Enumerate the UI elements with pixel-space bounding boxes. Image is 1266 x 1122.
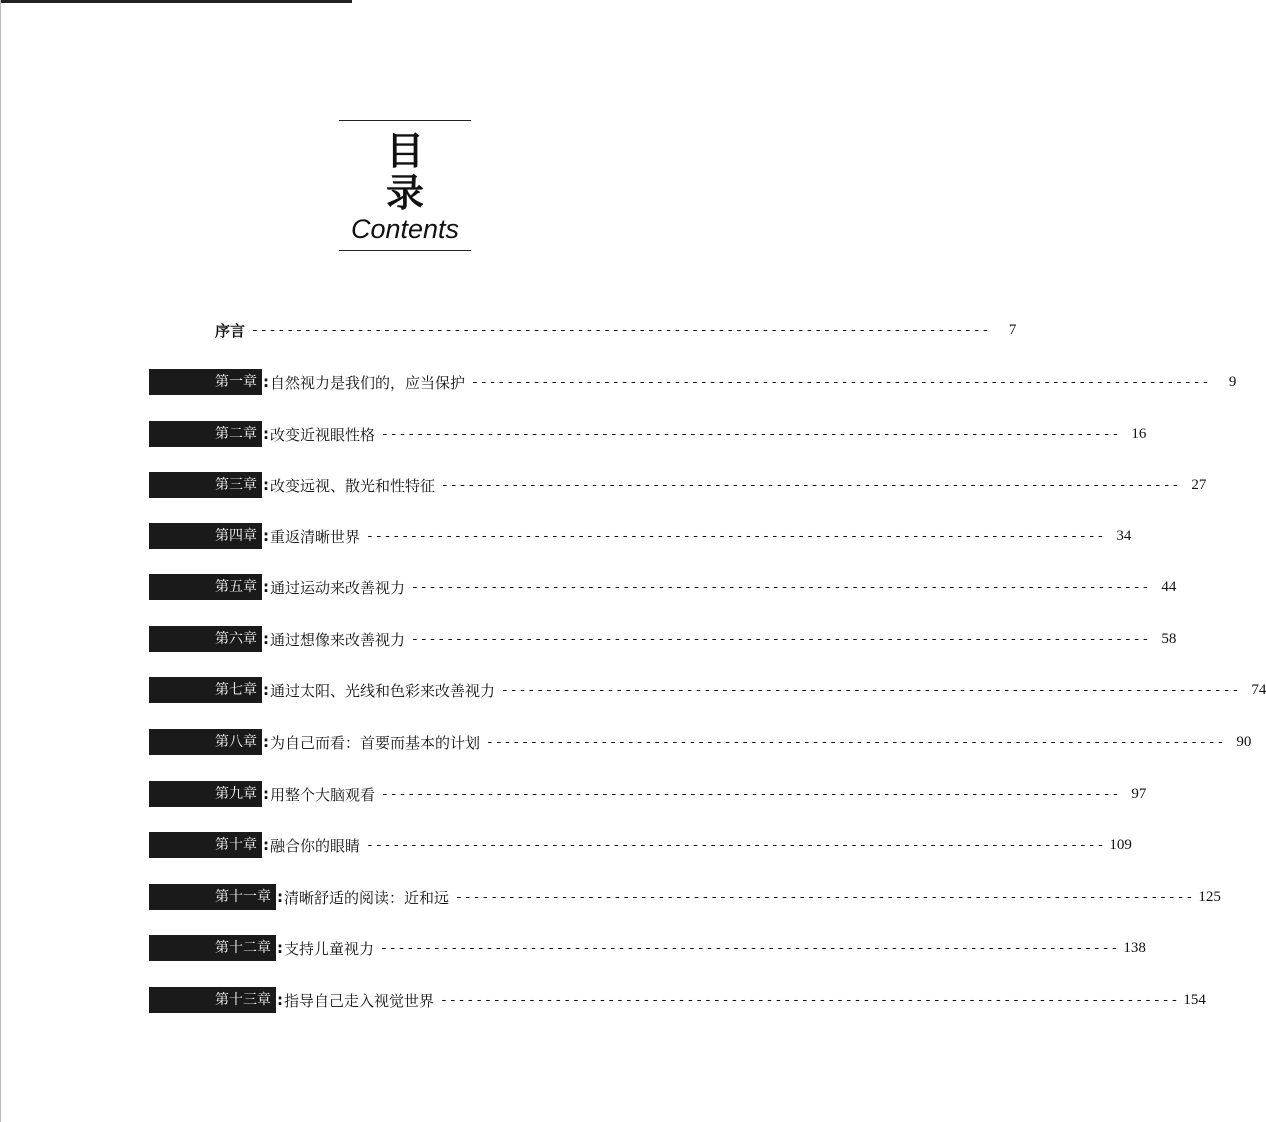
separator-colon: : [263,373,269,391]
toc-entry[interactable] [149,626,1177,652]
chapter-label-badge: 第十三章 [149,987,276,1013]
leader-dots: ------------------------------------------------------------------------------------ [366,528,1106,544]
leader-dots: ------------------------------------------------------------------------------------ [471,374,1211,390]
separator-colon: : [263,476,269,494]
page-number: 138 [1123,939,1146,956]
separator-colon: : [263,425,269,443]
page-number: 7 [1008,321,1017,338]
toc-entry-preface[interactable] [215,318,1017,342]
toc-entry[interactable] [149,369,1237,395]
toc-entry[interactable] [149,574,1177,600]
chapter-label-badge: 第一章 [149,369,262,395]
separator-colon: : [263,733,269,751]
leader-dots: ------------------------------------------------------------------------------------ [366,837,1106,853]
chapter-title: 融合你的眼睛 [270,836,361,855]
chapter-label-badge: 第二章 [149,421,262,447]
toc-entry[interactable] [149,729,1252,755]
chapter-label-badge: 第十二章 [149,935,276,961]
chapter-title: 清晰舒适的阅读：近和远 [284,888,450,907]
chapter-title: 通过运动来改善视力 [270,578,406,597]
page-number: 97 [1131,785,1147,802]
page-number: 90 [1236,733,1252,750]
separator-colon: : [277,991,283,1009]
preface-label: 序言 [215,321,246,340]
heading-english: Contents [350,214,460,244]
page-number: 34 [1116,527,1132,544]
chapter-title: 用整个大脑观看 [270,785,376,804]
chapter-label-badge: 第四章 [149,523,262,549]
page-number: 154 [1183,991,1206,1008]
heading-top-rule [339,120,471,121]
leader-dots: ------------------------------------------------------------------------------------ [455,889,1195,905]
page-number: 109 [1109,836,1132,853]
leader-dots: ------------------------------------------------------------------------------------ [411,579,1151,595]
chapter-title: 重返清晰世界 [270,527,361,546]
leader-dots: ------------------------------------------------------------------------------------ [380,940,1120,956]
separator-colon: : [263,785,269,803]
chapter-label-badge: 第五章 [149,574,262,600]
chapter-title: 通过太阳、光线和色彩来改善视力 [270,681,496,700]
separator-colon: : [277,888,283,906]
leader-dots: ------------------------------------------------------------------------------------ [251,322,991,338]
chapter-title: 自然视力是我们的，应当保护 [270,373,466,392]
leader-dots: ------------------------------------------------------------------------------------ [486,734,1226,750]
leader-dots: ------------------------------------------------------------------------------------ [381,786,1121,802]
page-number: 44 [1161,578,1177,595]
separator-colon: : [263,630,269,648]
toc-entry[interactable] [149,421,1147,447]
toc-entry[interactable] [149,472,1207,498]
page-number: 58 [1161,630,1177,647]
page-number: 16 [1131,425,1147,442]
chapter-label-badge: 第九章 [149,781,262,807]
leader-dots: ------------------------------------------------------------------------------------ [411,631,1151,647]
chapter-title: 支持儿童视力 [284,939,375,958]
contents-heading [338,120,472,251]
chapter-label-badge: 第十章 [149,832,262,858]
separator-colon: : [277,939,283,957]
page-number: 27 [1191,476,1207,493]
chapter-label-badge: 第七章 [149,677,262,703]
chapter-title: 改变远视、散光和性特征 [270,476,436,495]
leader-dots: ------------------------------------------------------------------------------------ [440,992,1180,1008]
toc-entry[interactable] [149,677,1266,703]
chapter-label-badge: 第三章 [149,472,262,498]
chapter-title: 改变近视眼性格 [270,425,376,444]
heading-bottom-rule [339,250,471,251]
chapter-label-badge: 第六章 [149,626,262,652]
toc-entry[interactable] [149,884,1221,910]
scan-top-edge [0,0,352,3]
page-number: 125 [1198,888,1221,905]
heading-chinese: 目 录 [385,129,444,215]
separator-colon: : [263,578,269,596]
leader-dots: ------------------------------------------------------------------------------------ [501,682,1241,698]
separator-colon: : [263,836,269,854]
chapter-label-badge: 第八章 [149,729,262,755]
chapter-title: 为自己而看：首要而基本的计划 [270,733,481,752]
toc-entry[interactable] [149,935,1146,961]
page-number: 9 [1228,373,1237,390]
toc-entry[interactable] [149,781,1147,807]
separator-colon: : [263,527,269,545]
page-number: 74 [1251,681,1266,698]
chapter-title: 通过想像来改善视力 [270,630,406,649]
chapter-label-badge: 第十一章 [149,884,276,910]
toc-entry[interactable] [149,832,1132,858]
leader-dots: ------------------------------------------------------------------------------------ [441,477,1181,493]
scan-left-edge [0,0,1,1122]
separator-colon: : [263,681,269,699]
chapter-title: 指导自己走入视觉世界 [284,991,435,1010]
toc-entry[interactable] [149,987,1206,1013]
leader-dots: ------------------------------------------------------------------------------------ [381,426,1121,442]
toc-entry[interactable] [149,523,1132,549]
